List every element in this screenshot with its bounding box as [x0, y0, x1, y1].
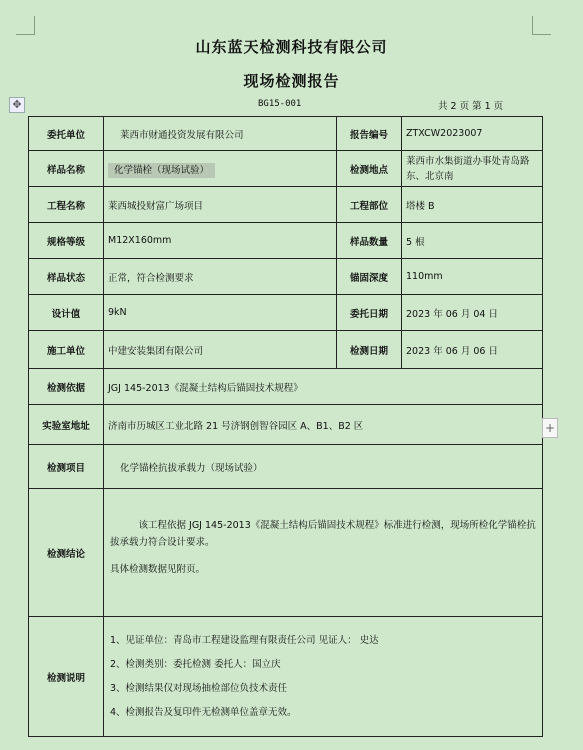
- sample-name-value: 化学锚栓（现场试验）: [108, 163, 215, 178]
- client-value: 莱西市财通投资发展有限公司: [104, 117, 337, 151]
- table-row: [29, 331, 543, 369]
- part-label: 工程部位: [337, 187, 402, 223]
- spec-label: 规格等级: [29, 223, 104, 259]
- table-row: [29, 445, 543, 489]
- table-row: [29, 489, 543, 617]
- spec-value: M12X160mm: [104, 223, 337, 259]
- note-4: 4、检测报告及复印件无检测单位盖章无效。: [110, 706, 297, 718]
- report-title: 现场检测报告: [243, 72, 340, 90]
- table-row: [29, 617, 543, 737]
- table-row: [29, 151, 543, 187]
- lab-address-value: 济南市历城区工业北路 21 号济钢创智谷园区 A、B1、B2 区: [104, 405, 543, 445]
- design-value: 9kN: [104, 295, 337, 331]
- project-label: 工程名称: [29, 187, 104, 223]
- table-row: [29, 117, 543, 151]
- basis-label: 检测依据: [29, 369, 104, 405]
- item-label: 检测项目: [29, 445, 104, 489]
- note-3: 3、检测结果仅对现场抽检部位负技术责任: [110, 682, 288, 694]
- conclusion-body: [104, 489, 543, 617]
- contractor-label: 施工单位: [29, 331, 104, 369]
- note-1: 1、见证单位：青岛市工程建设监理有限责任公司 见证人： 史达: [110, 634, 379, 646]
- page-corner-mark-left: [16, 16, 35, 35]
- page-corner-mark-right: [532, 16, 551, 35]
- notes-label: 检测说明: [29, 617, 104, 737]
- conclusion-note: 具体检测数据见附页。: [110, 564, 206, 575]
- item-value: 化学锚栓抗拔承载力（现场试验）: [104, 445, 543, 489]
- document-number: BG15-001: [258, 99, 302, 109]
- conclusion-text: 该工程依据 JGJ 145-2013《混凝土结构后锚固技术规程》标准进行检测，现场所检化学锚栓抗拔承载力符合设计要求。: [110, 520, 536, 548]
- part-value: 塔楼 B: [402, 187, 543, 223]
- table-move-handle-icon[interactable]: ✥: [9, 97, 25, 113]
- depth-label: 锚固深度: [337, 259, 402, 295]
- commission-date-label: 委托日期: [337, 295, 402, 331]
- test-date-value: 2023 年 06 月 06 日: [402, 331, 543, 369]
- sample-name-label: 样品名称: [29, 151, 104, 187]
- table-row: [29, 259, 543, 295]
- state-value: 正常，符合检测要求: [104, 259, 337, 295]
- client-label: 委托单位: [29, 117, 104, 151]
- table-row: [29, 369, 543, 405]
- table-row: [29, 187, 543, 223]
- report-no-value: ZTXCW2023007: [402, 117, 543, 151]
- state-label: 样品状态: [29, 259, 104, 295]
- table-row: [29, 405, 543, 445]
- table-row: [29, 223, 543, 259]
- location-value: 莱西市水集街道办事处青岛路东、北京南: [402, 151, 543, 187]
- contractor-value: 中建安装集团有限公司: [104, 331, 337, 369]
- quantity-value: 5 根: [402, 223, 543, 259]
- report-table: [28, 116, 543, 737]
- commission-date-value: 2023 年 06 月 04 日: [402, 295, 543, 331]
- company-name: 山东蓝天检测科技有限公司: [195, 38, 388, 56]
- basis-value: JGJ 145-2013《混凝土结构后锚固技术规程》: [104, 369, 543, 405]
- location-label: 检测地点: [337, 151, 402, 187]
- note-2: 2、检测类别：委托检测 委托人：国立庆: [110, 658, 281, 670]
- lab-address-label: 实验室地址: [29, 405, 104, 445]
- test-date-label: 检测日期: [337, 331, 402, 369]
- page-info: 共 2 页 第 1 页: [438, 101, 504, 112]
- quantity-label: 样品数量: [337, 223, 402, 259]
- table-row: [29, 295, 543, 331]
- conclusion-label: 检测结论: [29, 489, 104, 617]
- add-column-button[interactable]: +: [542, 418, 558, 438]
- depth-value: 110mm: [402, 259, 543, 295]
- design-label: 设计值: [29, 295, 104, 331]
- project-value: 莱西城投财富广场项目: [104, 187, 337, 223]
- notes-body: [104, 617, 543, 737]
- report-no-label: 报告编号: [337, 117, 402, 151]
